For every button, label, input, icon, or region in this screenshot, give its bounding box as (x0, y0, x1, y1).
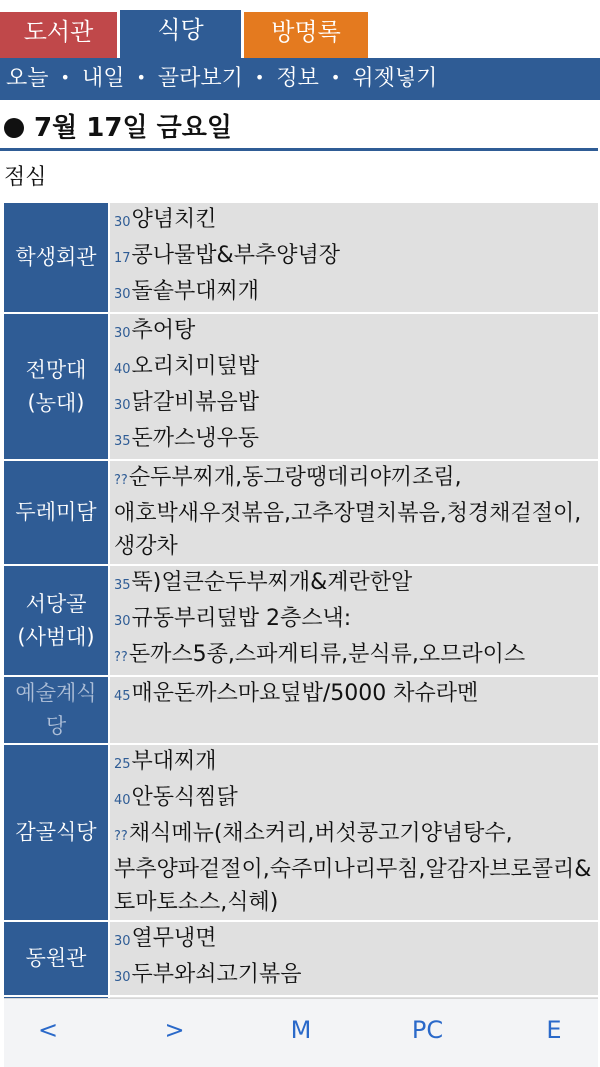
restaurant-name[interactable] (4, 203, 108, 312)
menu-item (114, 350, 598, 386)
pc-view-button[interactable]: PC (411, 1016, 444, 1044)
date-heading (4, 108, 232, 148)
menu-item-text: 순두부찌개,동그랑땡데리야끼조림,애호박새우젓볶음,고추장멸치볶음,청경채겉절이,생강차 (114, 465, 582, 559)
back-button[interactable]: < (37, 1016, 59, 1044)
menu-item-text: 양념치킨 (131, 207, 217, 232)
menu-item-count: ?? (114, 473, 128, 488)
nav-separator: • (254, 68, 265, 87)
restaurant-row (4, 566, 598, 677)
menu-item-text: 열무냉면 (131, 926, 217, 951)
menu-item-text: 닭갈비볶음밥 (131, 390, 260, 415)
menu-item-count: 30 (114, 326, 131, 341)
menu-item-text: 규동부리덮밥 2층스낵: (131, 606, 352, 631)
menu-item (114, 677, 598, 713)
nav-widget[interactable]: 위젯넣기 (352, 66, 438, 91)
menu-item-count: ?? (114, 650, 128, 665)
menu-item (114, 461, 598, 563)
menu-item-text: 부대찌개 (131, 749, 217, 774)
restaurant-name-line: 학생회관 (15, 245, 97, 269)
menu-item-count: 30 (114, 287, 131, 302)
nav-info[interactable]: 정보 (276, 66, 319, 91)
tab-cafeteria[interactable]: 식당 (120, 10, 241, 58)
menu-item-count: 30 (114, 614, 131, 629)
nav-separator: • (330, 68, 341, 87)
restaurant-name-line: 예술계식 (15, 681, 97, 705)
browser-bottom-bar (4, 998, 598, 1067)
bullet-dot-icon (4, 118, 24, 138)
restaurant-name[interactable] (4, 461, 108, 564)
menu-item (114, 275, 598, 311)
menu-item-count: 30 (114, 934, 131, 949)
restaurant-name-line: 서당골 (25, 591, 87, 616)
restaurant-row (4, 677, 598, 745)
date-text: 7월 17일 금요일 (34, 113, 232, 143)
restaurant-name-line: (사범대) (17, 624, 95, 649)
menu-items (108, 745, 598, 920)
menu-item-count: 45 (114, 689, 131, 704)
menu-item-text: 오리치미덮밥 (131, 354, 260, 379)
restaurant-name[interactable] (4, 566, 108, 675)
nav-tomorrow[interactable]: 내일 (81, 66, 125, 91)
menu-item (114, 817, 598, 919)
menu-item-count: ?? (114, 829, 128, 844)
menu-item (114, 745, 598, 781)
menu-items (108, 566, 598, 675)
menu-item (114, 566, 598, 602)
menu-item-count: 25 (114, 757, 131, 772)
menu-items (108, 314, 598, 459)
restaurant-row (4, 314, 598, 461)
menu-item-count: 30 (114, 215, 131, 230)
restaurant-name[interactable] (4, 922, 108, 995)
menu-item-count: 35 (114, 578, 131, 593)
meal-label: 점심 (4, 165, 47, 190)
forward-button[interactable]: > (164, 1016, 185, 1044)
menu-item (114, 602, 598, 638)
restaurant-name[interactable] (4, 314, 108, 459)
menu-item (114, 922, 598, 958)
restaurant-row (4, 203, 598, 314)
menu-item-text: 추어탕 (131, 318, 196, 343)
menu-item-text: 채식메뉴(채소커리,버섯콩고기양념탕수,부추양파겉절이,숙주미나리무침,알감자브로콜리&토마토소스,식혜) (114, 821, 592, 915)
menu-items (108, 677, 598, 743)
top-tabs (0, 12, 600, 58)
menu-items (108, 922, 598, 995)
menu-item (114, 781, 598, 817)
nav-separator: • (136, 68, 146, 87)
e-button[interactable]: E (546, 1016, 562, 1044)
menu-item-text: 돌솥부대찌개 (131, 279, 260, 304)
menu-item (114, 203, 598, 239)
menu-item-text: 두부와쇠고기볶음 (131, 962, 302, 987)
mobile-view-button[interactable]: M (290, 1016, 312, 1044)
tab-library[interactable]: 도서관 (0, 12, 117, 58)
menu-item-text: 콩나물밥&부추양념장 (131, 243, 340, 268)
restaurant-name-line: 두레미담 (15, 500, 97, 524)
menu-item (114, 239, 598, 275)
restaurant-row (4, 922, 598, 997)
menu-item-text: 매운돈까스마요덮밥/5000 차슈라멘 (131, 681, 479, 706)
menu-items (108, 461, 598, 564)
restaurant-name-line: 당 (45, 714, 67, 738)
title-divider (0, 148, 598, 151)
nav-separator: • (60, 68, 70, 87)
nav-today[interactable]: 오늘 (6, 66, 49, 91)
nav-bar (0, 58, 600, 100)
restaurant-row (4, 461, 598, 566)
restaurant-name-line: 감골식당 (15, 820, 97, 844)
menu-item-count: 35 (114, 434, 131, 449)
menu-item (114, 386, 598, 422)
menu-item-text: 안동식찜닭 (131, 785, 238, 810)
menu-item-text: 돈까스냉우동 (131, 426, 260, 451)
menu-table (4, 203, 598, 998)
restaurant-name-line: 동원관 (25, 946, 87, 970)
menu-item (114, 314, 598, 350)
restaurant-name-line: (농대) (27, 390, 85, 415)
tab-guestbook[interactable]: 방명록 (244, 12, 368, 58)
menu-item-count: 40 (114, 793, 131, 808)
menu-item-count: 17 (114, 251, 131, 266)
restaurant-name-line: 전망대 (25, 357, 87, 382)
menu-item (114, 422, 598, 458)
menu-item-text: 뚝)얼큰순두부찌개&계란한알 (131, 570, 413, 595)
menu-items (108, 203, 598, 312)
menu-item-count: 40 (114, 362, 131, 377)
menu-item (114, 958, 598, 994)
menu-item-text: 돈까스5종,스파게티류,분식류,오므라이스 (128, 642, 526, 667)
menu-item (114, 638, 598, 674)
restaurant-name[interactable] (4, 677, 108, 743)
menu-item-count: 30 (114, 398, 131, 413)
menu-item-count: 30 (114, 970, 131, 985)
nav-choose[interactable]: 골라보기 (157, 66, 243, 91)
restaurant-row (4, 745, 598, 922)
restaurant-name[interactable] (4, 745, 108, 920)
